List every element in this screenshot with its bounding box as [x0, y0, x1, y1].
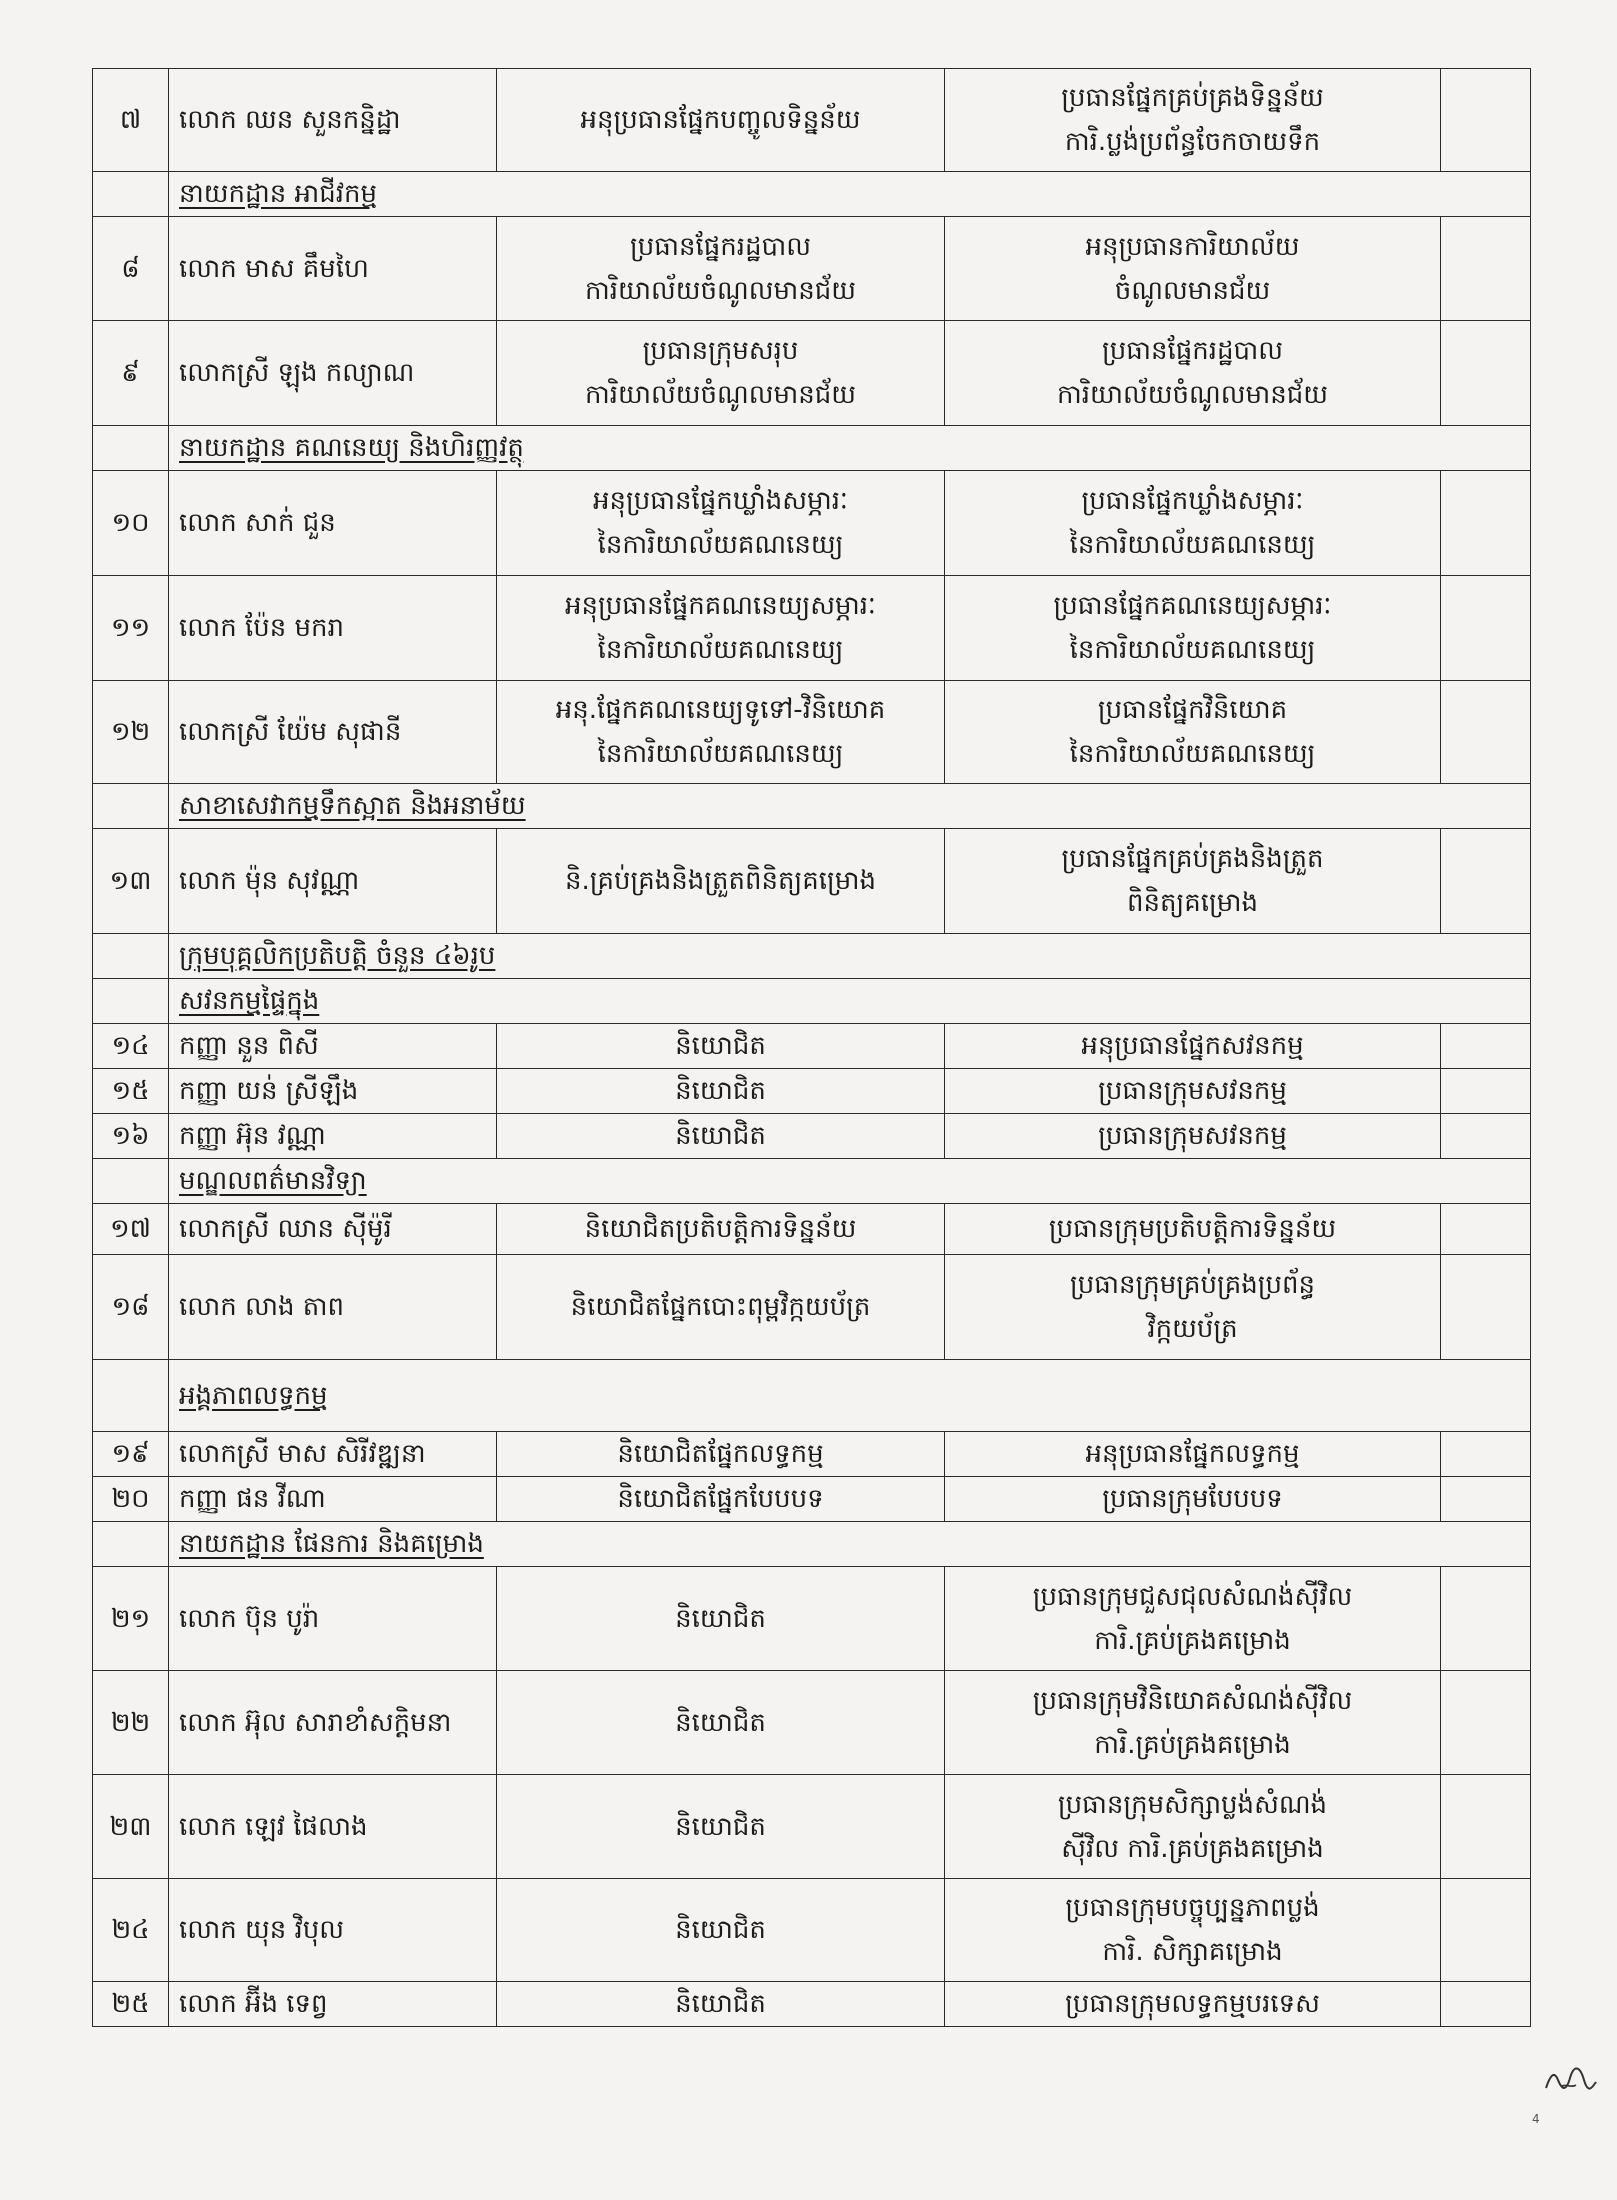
new-position-line: អនុប្រធានការិយាល័យ: [1085, 231, 1300, 262]
former-position-line: អនុ.ផ្នែកគណនេយ្យទូទៅ-វិនិយោគ: [555, 695, 886, 725]
remarks-cell: [1441, 576, 1531, 681]
former-position: [497, 217, 945, 321]
section-heading-cell: [169, 784, 1531, 829]
section-no-cell: [93, 1360, 169, 1432]
section-no-cell: [93, 979, 169, 1024]
former-position: [497, 69, 945, 172]
personnel-table: [92, 68, 1531, 2027]
person-name: លោក ម៉ុន សុវណ្ណា: [169, 829, 497, 934]
signature-initial-mark: [1540, 2058, 1600, 2098]
new-position: [945, 1477, 1441, 1522]
former-position-line: ការិយាល័យចំណូលមានជ័យ: [584, 275, 857, 306]
row-number: ៩: [93, 321, 169, 426]
former-position: [497, 1114, 945, 1159]
former-position: [497, 1069, 945, 1114]
section-heading-cell: [169, 1159, 1531, 1204]
new-position: [945, 1775, 1441, 1879]
section-heading-row: [93, 172, 1531, 217]
new-position-line: វិក្កយប័ត្រ: [1147, 1314, 1238, 1344]
section-heading-cell: [169, 172, 1531, 217]
new-position-line: ការិ. សិក្សាគម្រោង: [1102, 1937, 1283, 1967]
row-number: ១៥: [93, 1069, 169, 1114]
person-name: លោក សាក់ ជួន: [169, 471, 497, 576]
person-name: លោកស្រី មាស សិរីវឌ្ឍនា: [169, 1432, 497, 1477]
former-position: [497, 321, 945, 426]
row-number: ២៤: [93, 1879, 169, 1982]
section-heading-row: [93, 979, 1531, 1024]
table-row: [93, 1069, 1531, 1114]
former-position-line: ប្រធានក្រុមសរុប: [642, 336, 799, 366]
remarks-cell: [1441, 829, 1531, 934]
row-number: ៨: [93, 217, 169, 321]
remarks-cell: [1441, 1432, 1531, 1477]
remarks-cell: [1441, 69, 1531, 172]
new-position-line: ចំណូលមានជ័យ: [1114, 275, 1271, 306]
new-position: [945, 1114, 1441, 1159]
former-position-line: និ.គ្រប់គ្រងនិងត្រួតពិនិត្យគម្រោង: [564, 866, 877, 896]
person-name: លោក ឈន សួនកន្និដ្ឋា: [169, 69, 497, 172]
remarks-cell: [1441, 1879, 1531, 1982]
row-number: ១៧: [93, 1204, 169, 1255]
former-position-line: និយោជិត: [675, 1603, 766, 1634]
person-name: លោកស្រី ឈាន ស៊ីម៉ូរី: [169, 1204, 497, 1255]
row-number: ២០: [93, 1477, 169, 1522]
person-name: កញ្ញា នួន ពិសី: [169, 1024, 497, 1069]
section-heading-row: [93, 784, 1531, 829]
section-heading-cell: [169, 1522, 1531, 1567]
person-name: លោក អ៊ុល សារាខាំសក្តិមនា: [169, 1671, 497, 1775]
table-row: [93, 1775, 1531, 1879]
table-row: [93, 829, 1531, 934]
new-position-line: ប្រធានក្រុមប្រតិបត្តិការទិន្នន័យ: [1048, 1214, 1337, 1244]
person-name: លោក ប៉ែន មករា: [169, 576, 497, 681]
new-position: [945, 1432, 1441, 1477]
table-row: [93, 576, 1531, 681]
person-name: លោក លាង តាព: [169, 1255, 497, 1360]
former-position-line: អនុប្រធានផ្នែកគណនេយ្យសម្ភារៈ: [565, 591, 876, 621]
new-position: [945, 1671, 1441, 1775]
new-position-line: ប្រធានផ្នែកឃ្លាំងសម្ភារៈ: [1081, 486, 1304, 516]
table-row: [93, 681, 1531, 784]
person-name: លោកស្រី ឡុង កល្យាណ: [169, 321, 497, 426]
row-number: ១០: [93, 471, 169, 576]
former-position: [497, 1671, 945, 1775]
remarks-cell: [1441, 681, 1531, 784]
new-position: [945, 829, 1441, 934]
row-number: ២១: [93, 1567, 169, 1671]
former-position-line: ប្រធានផ្នែករដ្ឋបាល: [629, 231, 812, 262]
former-position-line: និយោជិត: [675, 1031, 766, 1061]
new-position-line: ប្រធានក្រុមសវនកម្ម: [1098, 1076, 1287, 1106]
row-number: ១៦: [93, 1114, 169, 1159]
former-position-line: នៃការិយាល័យគណនេយ្យ: [597, 635, 844, 665]
table-row: [93, 321, 1531, 426]
person-name: កញ្ញា អ៊ុន វណ្ណា: [169, 1114, 497, 1159]
section-heading: នាយកដ្ឋាន អាជីវកម្ម: [179, 179, 378, 209]
former-position-line: និយោជិត: [675, 1076, 766, 1106]
former-position: [497, 1024, 945, 1069]
section-no-cell: [93, 426, 169, 471]
new-position: [945, 1879, 1441, 1982]
table-row: [93, 1432, 1531, 1477]
row-number: ៧: [93, 69, 169, 172]
row-number: ១១: [93, 576, 169, 681]
new-position-line: ការិ.គ្រប់គ្រងគម្រោង: [1094, 1625, 1291, 1656]
section-heading-row: [93, 1360, 1531, 1432]
section-heading: មណ្ឌលពត៌មានវិទ្យា: [179, 1166, 367, 1196]
new-position: [945, 1567, 1441, 1671]
former-position: [497, 1567, 945, 1671]
remarks-cell: [1441, 1567, 1531, 1671]
new-position: [945, 1204, 1441, 1255]
new-position-line: នៃការិយាល័យគណនេយ្យ: [1069, 530, 1316, 560]
new-position: [945, 1982, 1441, 2027]
section-heading: នាយកដ្ឋាន ផែនការ និងគម្រោង: [179, 1529, 484, 1559]
new-position-line: ប្រធានក្រុមបែបបទ: [1102, 1484, 1283, 1514]
table-row: [93, 1024, 1531, 1069]
new-position-line: ប្រធានក្រុមគ្រប់គ្រងប្រព័ន្ធ: [1069, 1270, 1316, 1300]
person-name: កញ្ញា យន់ ស្រីឡឹង: [169, 1069, 497, 1114]
table-row: [93, 1204, 1531, 1255]
former-position-line: នៃការិយាល័យគណនេយ្យ: [597, 530, 844, 560]
former-position-line: និយោជិត: [675, 1811, 766, 1842]
remarks-cell: [1441, 1204, 1531, 1255]
row-number: ២៥: [93, 1982, 169, 2027]
former-position: [497, 1775, 945, 1879]
former-position-line: អនុប្រធានផ្នែកបញ្ចូលទិន្នន័យ: [580, 105, 861, 135]
new-position: [945, 1069, 1441, 1114]
new-position-line: ការិ.ប្លង់ប្រព័ន្ធចែកចាយទឹក: [1064, 127, 1321, 157]
new-position-line: ប្រធានក្រុមលទ្ធកម្មបរទេស: [1065, 1989, 1320, 2019]
former-position: [497, 1204, 945, 1255]
former-position: [497, 1879, 945, 1982]
remarks-cell: [1441, 217, 1531, 321]
new-position-line: នៃការិយាល័យគណនេយ្យ: [1069, 635, 1316, 665]
new-position-line: ប្រធានក្រុមបច្ចុប្បន្នភាពប្លង់: [1065, 1893, 1320, 1923]
section-heading: សវនកម្មផ្ទៃក្នុង: [179, 986, 320, 1016]
section-heading: ក្រុមបុគ្គលិកប្រតិបត្តិ ចំនួន ៤៦រូប: [179, 941, 496, 971]
table-row: [93, 69, 1531, 172]
section-heading: នាយកដ្ឋាន គណនេយ្យ និងហិរញ្ញវត្ថុ: [179, 433, 524, 463]
remarks-cell: [1441, 471, 1531, 576]
row-number: ១៩: [93, 1432, 169, 1477]
row-number: ១៣: [93, 829, 169, 934]
new-position-line: អនុប្រធានផ្នែកសវនកម្ម: [1081, 1031, 1304, 1061]
section-no-cell: [93, 172, 169, 217]
new-position: [945, 1255, 1441, 1360]
section-heading: អង្គភាពលទ្ធកម្ម: [179, 1380, 328, 1411]
person-name: លោកស្រី យ៉ែម សុផានី: [169, 681, 497, 784]
remarks-cell: [1441, 321, 1531, 426]
new-position: [945, 217, 1441, 321]
row-number: ២៣: [93, 1775, 169, 1879]
section-heading-row: [93, 426, 1531, 471]
section-heading-cell: [169, 979, 1531, 1024]
remarks-cell: [1441, 1024, 1531, 1069]
section-heading-cell: [169, 934, 1531, 979]
new-position-line: ប្រធានក្រុមជួសជុលសំណង់ស៊ីវិល: [1032, 1581, 1353, 1612]
person-name: កញ្ញា ផន វីណា: [169, 1477, 497, 1522]
new-position: [945, 69, 1441, 172]
row-number: ១៨: [93, 1255, 169, 1360]
new-position-line: ការិ.គ្រប់គ្រងគម្រោង: [1094, 1729, 1291, 1760]
section-heading-cell: [169, 426, 1531, 471]
remarks-cell: [1441, 1114, 1531, 1159]
remarks-cell: [1441, 1069, 1531, 1114]
former-position-line: និយោជិតផ្នែកបែបបទ: [617, 1484, 824, 1514]
table-row: [93, 1477, 1531, 1522]
former-position: [497, 576, 945, 681]
new-position-line: ប្រធានផ្នែកគ្រប់គ្រងទិន្នន័យ: [1061, 83, 1324, 113]
section-heading-row: [93, 934, 1531, 979]
person-name: លោក យុន វិបុល: [169, 1879, 497, 1982]
page-number: 4: [1532, 2112, 1540, 2126]
former-position: [497, 1477, 945, 1522]
new-position: [945, 321, 1441, 426]
former-position: [497, 829, 945, 934]
former-position-line: និយោជិត: [675, 1989, 766, 2019]
table-body: [93, 69, 1531, 2027]
table-row: [93, 1982, 1531, 2027]
new-position-line: ប្រធានផ្នែកគ្រប់គ្រងនិងត្រួត: [1061, 844, 1324, 874]
new-position: [945, 1024, 1441, 1069]
former-position-line: និយោជិត: [675, 1915, 766, 1945]
person-name: លោក មាស គឹមហៃ: [169, 217, 497, 321]
section-heading: សាខាសេវាកម្មទឹកស្អាត និងអនាម័យ: [179, 791, 526, 821]
former-position-line: និយោជិត: [675, 1707, 766, 1738]
former-position: [497, 1432, 945, 1477]
remarks-cell: [1441, 1775, 1531, 1879]
former-position: [497, 1982, 945, 2027]
new-position-line: ប្រធានក្រុមសវនកម្ម: [1098, 1121, 1287, 1151]
row-number: ១២: [93, 681, 169, 784]
table-row: [93, 1255, 1531, 1360]
table-row: [93, 1567, 1531, 1671]
section-no-cell: [93, 784, 169, 829]
remarks-cell: [1441, 1671, 1531, 1775]
table-row: [93, 1879, 1531, 1982]
new-position: [945, 576, 1441, 681]
former-position-line: និយោជិតផ្នែកលទ្ធកម្ម: [617, 1439, 824, 1469]
new-position-line: ប្រធានក្រុមសិក្សាប្លង់សំណង់: [1057, 1789, 1328, 1820]
former-position-line: ការិយាល័យចំណូលមានជ័យ: [584, 380, 857, 410]
new-position-line: ប្រធានផ្នែកវិនិយោគ: [1097, 695, 1288, 725]
remarks-cell: [1441, 1255, 1531, 1360]
table-row: [93, 1671, 1531, 1775]
remarks-cell: [1441, 1982, 1531, 2027]
new-position: [945, 471, 1441, 576]
section-heading-row: [93, 1159, 1531, 1204]
section-no-cell: [93, 1522, 169, 1567]
row-number: ១៤: [93, 1024, 169, 1069]
remarks-cell: [1441, 1477, 1531, 1522]
person-name: លោក អ៊ីង ទេព្វ: [169, 1982, 497, 2027]
table-row: [93, 471, 1531, 576]
new-position-line: ពិនិត្យគម្រោង: [1126, 888, 1258, 918]
person-name: លោក ប៊ុន បូរ៉ា: [169, 1567, 497, 1671]
former-position-line: និយោជិត: [675, 1121, 766, 1151]
section-heading-cell: [169, 1360, 1531, 1432]
section-heading-row: [93, 1522, 1531, 1567]
row-number: ២២: [93, 1671, 169, 1775]
new-position-line: ស៊ីវិល ការិ.គ្រប់គ្រងគម្រោង: [1061, 1833, 1324, 1864]
new-position-line: ការិយាល័យចំណូលមានជ័យ: [1056, 380, 1329, 410]
section-no-cell: [93, 934, 169, 979]
new-position-line: ប្រធានក្រុមវិនិយោគសំណង់ស៊ីវិល: [1032, 1685, 1353, 1716]
former-position: [497, 471, 945, 576]
new-position: [945, 681, 1441, 784]
person-name: លោក ឡេវ ផៃលាង: [169, 1775, 497, 1879]
former-position-line: និយោជិតផ្នែកបោះពុម្ពវិក្កយប័ត្រ: [570, 1292, 871, 1322]
former-position: [497, 1255, 945, 1360]
new-position-line: នៃការិយាល័យគណនេយ្យ: [1069, 739, 1316, 769]
former-position-line: នៃការិយាល័យគណនេយ្យ: [597, 739, 844, 769]
new-position-line: ប្រធានផ្នែកគណនេយ្យសម្ភារៈ: [1053, 591, 1332, 621]
section-no-cell: [93, 1159, 169, 1204]
former-position-line: អនុប្រធានផ្នែកឃ្លាំងសម្ភារៈ: [593, 486, 848, 516]
former-position: [497, 681, 945, 784]
former-position-line: និយោជិតប្រតិបត្តិការទិន្នន័យ: [584, 1214, 857, 1244]
new-position-line: អនុប្រធានផ្នែកលទ្ធកម្ម: [1085, 1439, 1300, 1469]
new-position-line: ប្រធានផ្នែករដ្ឋបាល: [1101, 336, 1284, 366]
table-row: [93, 217, 1531, 321]
table-row: [93, 1114, 1531, 1159]
